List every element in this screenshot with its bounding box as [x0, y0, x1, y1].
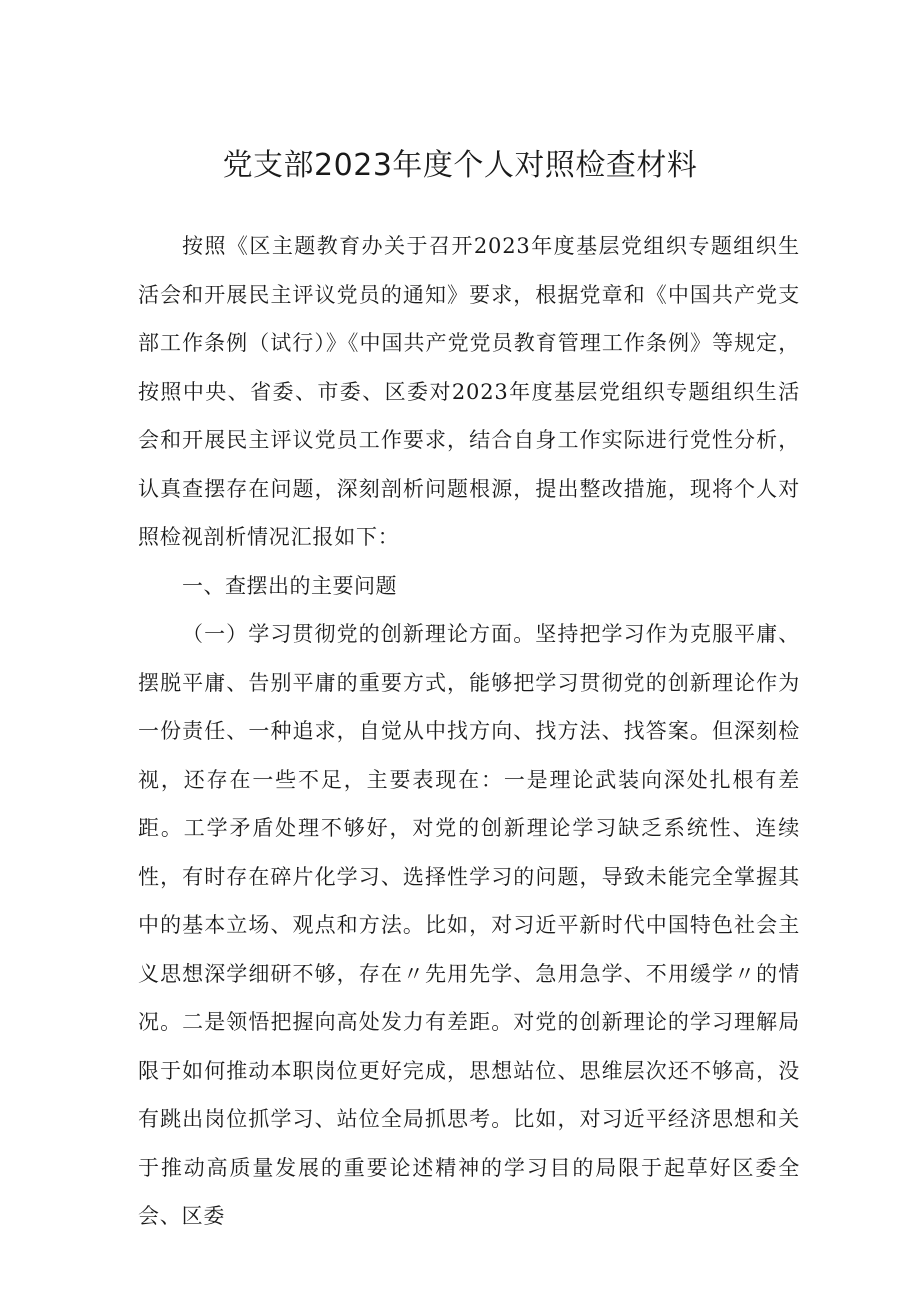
section-paragraph: （一）学习贯彻党的创新理论方面。坚持把学习作为克服平庸、摆脱平庸、告别平庸的重要方式，能够把学习贯彻党的创新理论作为一份责任、一种追求，自觉从中找方向、找方法、找答案。但深刻检视，还存在一些不足，主要表现在：一是理论武装向深处扎根有差距。工学矛盾处理不够好，对党的创新理论学习缺乏系统性、连续性，有时存在碎片化学习、选择性学习的问题，导致未能完全掌握其中的基本立场、观点和方法。比如，对习近平新时代中国特色社会主义思想深学细研不够，存在〃先用先学、急用急学、不用缓学〃的情况。二是领悟把握向高处发力有差距。对党的创新理论的学习理解局限于如何推动本职岗位更好完成，思想站位、思维层次还不够高，没有跳出岗位抓学习、站位全局抓思考。比如，对习近平经济思想和关于推动高质量发展的重要论述精神的学习目的局限于起草好区委全会、区委	[138, 622, 800, 1228]
document-title: 党支部2023年度个人对照检查材料	[222, 148, 698, 183]
intro-paragraph: 按照《区主题教育办关于召开2023年度基层党组织专题组织生活会和开展民主评议党员的通知》要求，根据党章和《中国共产党支部工作条例（试行）》《中国共产党党员教育管理工作条例》等规定，按照中央、省委、市委、区委对2023年度基层党组织专题组织生活会和开展民主评议党员工作要求，结合自身工作实际进行党性分析，认真查摆存在问题，深刻剖析问题根源，提出整改措施，现将个人对照检视剖析情况汇报如下：	[138, 234, 800, 549]
document-body	[138, 222, 800, 1241]
section-heading: 一、查摆出的主要问题	[182, 573, 397, 598]
